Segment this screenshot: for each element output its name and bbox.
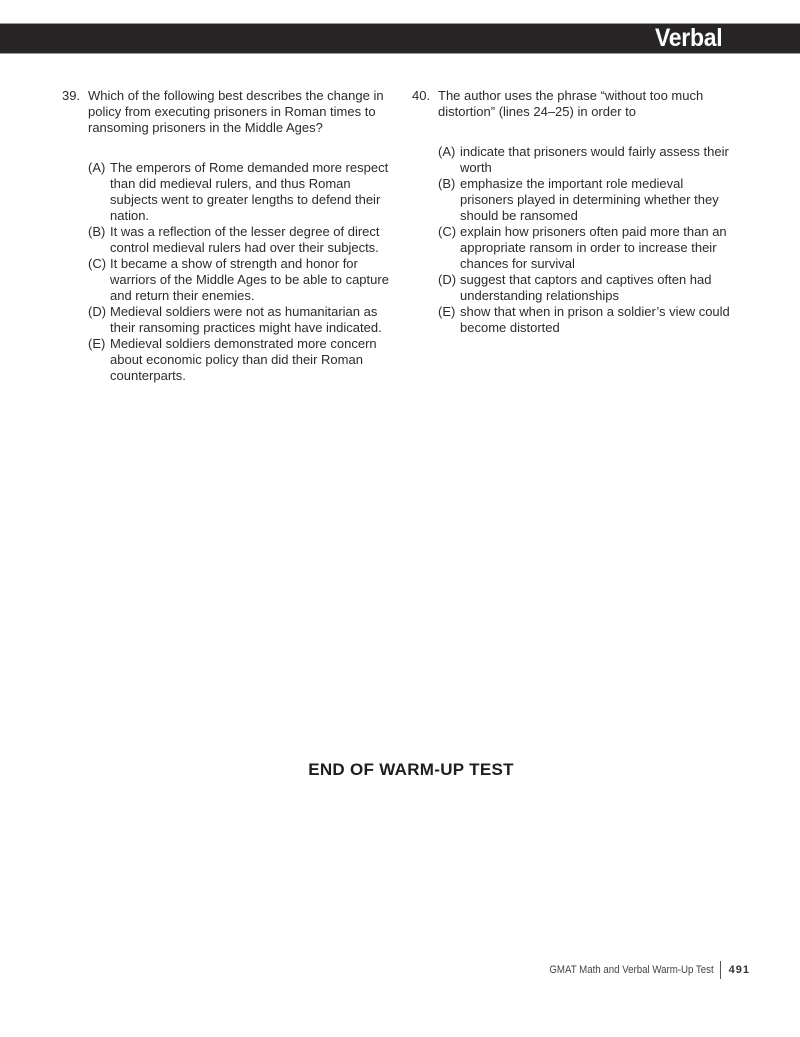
answer-option-a[interactable] (88, 160, 397, 224)
answer-option-e[interactable] (88, 336, 397, 384)
question-stem (62, 88, 397, 136)
option-label: (B) (88, 224, 106, 239)
answer-option-b[interactable] (438, 176, 732, 224)
question-stem (412, 88, 732, 120)
option-text: show that when in prison a soldier’s view could become distorted (460, 304, 730, 335)
answer-option-c[interactable] (88, 256, 397, 304)
option-label: (A) (438, 144, 456, 159)
question-39 (62, 88, 397, 384)
page-number: 491 (728, 964, 750, 976)
answer-option-d[interactable] (438, 272, 732, 304)
end-of-test-heading: END OF WARM-UP TEST (308, 760, 514, 779)
answer-option-b[interactable] (88, 224, 397, 256)
option-text: emphasize the important role medieval prisoners played in determining whether they should be ransomed (460, 176, 719, 223)
option-label: (C) (88, 256, 107, 271)
option-text: Medieval soldiers demonstrated more concern about economic policy than did their Roman counterparts. (110, 336, 377, 383)
answer-option-a[interactable] (438, 144, 732, 176)
option-label: (D) (88, 304, 107, 319)
answer-options (62, 160, 397, 384)
option-label: (E) (88, 336, 106, 351)
answer-option-c[interactable] (438, 224, 732, 272)
option-text: The emperors of Rome demanded more respect than did medieval rulers, and thus Roman subjects went to greater lengths to defend their nation. (110, 160, 389, 223)
question-text: Which of the following best describes the change in policy from executing prisoners in Roman times to ransoming prisoners in the Middle Ages? (88, 88, 384, 135)
option-text: Medieval soldiers were not as humanitarian as their ransoming practices might have indicated. (110, 304, 382, 335)
option-text: It became a show of strength and honor for warriors of the Middle Ages to be able to capture and return their enemies. (110, 256, 389, 303)
option-text: explain how prisoners often paid more than an appropriate ransom in order to increase their chances for survival (460, 224, 727, 271)
option-label: (E) (438, 304, 456, 319)
section-title: Verbal (655, 24, 723, 52)
section-header-bar (0, 23, 800, 54)
option-label: (A) (88, 160, 106, 175)
footer-divider (720, 961, 721, 979)
question-number: 39. (62, 88, 81, 103)
answer-option-e[interactable] (438, 304, 732, 336)
question-number: 40. (412, 88, 431, 103)
option-label: (D) (438, 272, 457, 287)
option-text: It was a reflection of the lesser degree of direct control medieval rulers had over their subjects. (110, 224, 380, 255)
option-label: (C) (438, 224, 457, 239)
answer-option-d[interactable] (88, 304, 397, 336)
page-footer (527, 961, 750, 979)
question-40 (412, 88, 732, 336)
running-title: GMAT Math and Verbal Warm-Up Test (549, 964, 714, 976)
question-text: The author uses the phrase “without too much distortion” (lines 24–25) in order to (438, 88, 704, 119)
answer-options (412, 144, 732, 336)
option-text: indicate that prisoners would fairly assess their worth (460, 144, 729, 175)
option-text: suggest that captors and captives often had understanding relationships (460, 272, 712, 303)
option-label: (B) (438, 176, 456, 191)
